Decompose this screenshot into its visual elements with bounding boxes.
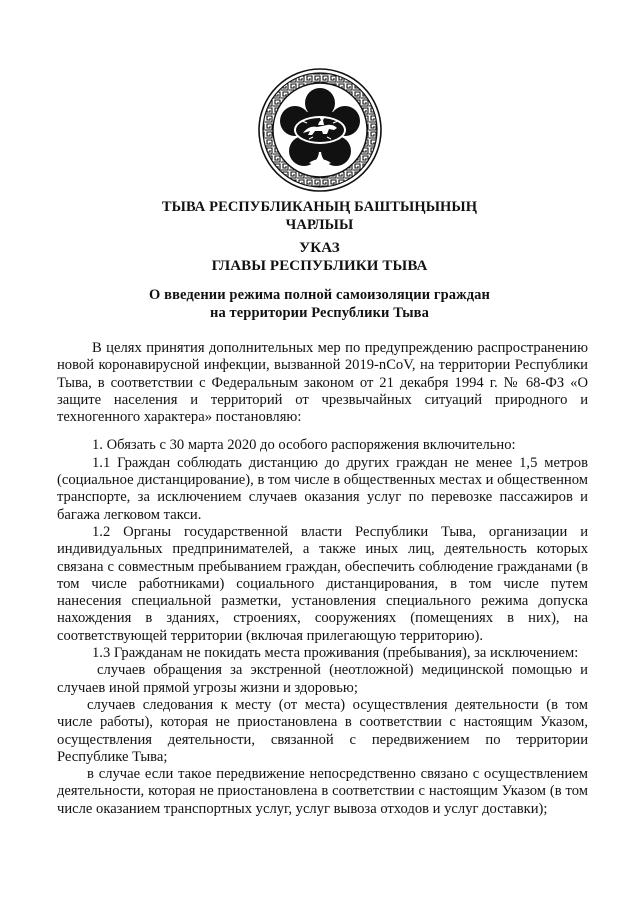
decree-body <box>57 340 588 818</box>
item-1-2-paragraph: 1.2 Органы государственной власти Республики Тыва, организации и индивидуальных предпринимателей, а также иных лиц, деятельность которых связана с совместным пребыванием граждан, обеспечить соблюдение гражданами (в том числе работниками) социального дистанцирования, в том числе путем нанесения специальной разметки, установления специального режима допуска нахождения в зданиях, строениях, сооружениях (помещениях в них), на соответствующей территории (включая прилегающую территорию). <box>57 523 588 644</box>
decree-title-block <box>0 286 639 322</box>
decree-type-block <box>0 239 639 275</box>
tuvan-title-block <box>0 198 639 234</box>
item-1-paragraph: 1. Обязать с 30 марта 2020 до особого распоряжения включительно: <box>92 437 516 454</box>
preamble-paragraph: В целях принятия дополнительных мер по предупреждению распространению новой коронавирусной инфекции, вызванной 2019-nCoV, на территории Республики Тыва, в соответствии с Федеральным законом от 21 декабря 1994 г. № 68-ФЗ «О защите населения и территорий от чрезвычайных ситуаций природного и техногенного характера» постановляю: <box>57 340 588 426</box>
tuvan-title-line2: ЧАРЛЫЫ <box>285 217 354 233</box>
decree-type-line2: ГЛАВЫ РЕСПУБЛИКИ ТЫВА <box>211 258 428 274</box>
exception-case-3: в случае если такое передвижение непосредственно связано с осуществлением деятельности, которая не приостановлена в соответствии с настоящим Указом (в том числе оказанием транспортных услуг, услуг вывоза отходов и услуг доставки); <box>57 766 588 817</box>
coat-of-arms-emblem <box>257 67 383 193</box>
item-1-3-paragraph: 1.3 Гражданам не покидать места проживания (пребывания), за исключением: <box>92 645 579 662</box>
tuvan-title-line1: ТЫВА РЕСПУБЛИКАНЫҢ БАШТЫҢЫНЫҢ <box>161 199 478 215</box>
exception-case-1: случаев обращения за экстренной (неотложной) медицинской помощью и случаев иной прямой угрозы жизни и здоровью; <box>57 662 588 696</box>
decree-title-line2: на территории Республики Тыва <box>210 305 429 321</box>
exception-case-2: случаев следования к месту (от места) осуществления деятельности (в том числе работы), которая не приостановлена в соответствии с настоящим Указом, осуществления деятельности, связанной с передвижением по территории Республике Тыва; <box>57 696 588 765</box>
item-1-1-paragraph: 1.1 Граждан соблюдать дистанцию до других граждан не менее 1,5 метров (социальное дистанцирование), в том числе в общественных местах и общественном транспорте, за исключением случаев оказания услуг по перевозке пассажиров и багажа легковом такси. <box>57 454 588 523</box>
decree-type-line1: УКАЗ <box>299 240 340 256</box>
decree-title-line1: О введении режима полной самоизоляции граждан <box>149 287 490 303</box>
